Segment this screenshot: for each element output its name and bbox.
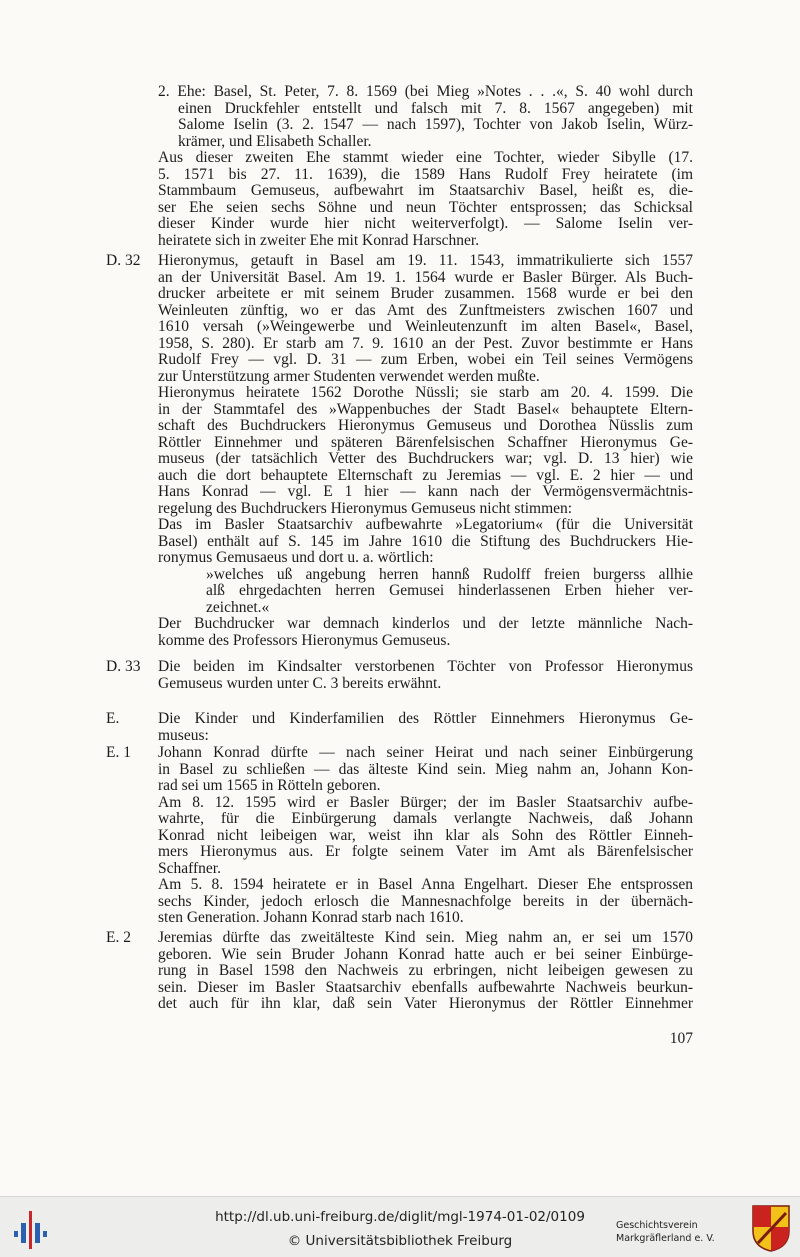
text-line: Hans Konrad — vgl. E 1 hier — kann nach der Vermögensvermächtnis- <box>158 483 693 500</box>
text-line: 1958, S. 280). Er starb am 7. 9. 1610 an der Pest. Zuvor bestimmte er Hans <box>158 334 693 352</box>
text-line: geboren. Wie sein Bruder Johann Konrad hatte auch er bei seiner Einbürge- <box>158 945 693 963</box>
text-line: an der Universität Basel. Am 19. 1. 1564 wurde er Basler Bürger. Als Buch- <box>158 268 693 286</box>
text-line: Hieronymus, getauft in Basel am 19. 11. 1543, immatrikulierte sich 1557 <box>158 252 693 269</box>
text-line: Stammbaum Gemuseus, aufbewahrt im Staatsarchiv Basel, heißt es, die- <box>158 182 693 199</box>
society-name-line1: Geschichtsverein <box>616 1220 698 1231</box>
entry-label: E. 1 <box>106 744 131 761</box>
text-line: Weinleuten zünftig, wo er das Amt des Zunftmeisters zwischen 1607 und <box>158 301 693 319</box>
text-line: zur Unterstützung armer Studenten verwendet werden mußte. <box>158 367 540 385</box>
text-line: Am 5. 8. 1594 heiratete er in Basel Anna Engelhart. Dieser Ehe entsprossen <box>158 876 693 893</box>
text-line: einen Druckfehler entstellt und falsch mit 7. 8. 1567 angegeben) mit <box>178 99 693 117</box>
society-name-line2: Markgräflerland e. V. <box>616 1233 715 1244</box>
text-line: rad sei um 1565 in Rötteln geboren. <box>158 777 381 794</box>
text-line: 1610 versah (»Weingewerbe und Weinleutenzunft im alten Basel«, Basel, <box>158 318 693 335</box>
entry-label: E. <box>106 710 120 727</box>
text-line: schaft des Buchdruckers Hieronymus Gemuseus und Dorothea Nüsslis zum <box>158 417 693 434</box>
entry-text <box>158 711 693 744</box>
entry-label: D. 32 <box>106 252 141 269</box>
entry-text <box>158 253 693 649</box>
text-line: heiratete sich in zweiter Ehe mit Konrad Harschner. <box>158 231 480 249</box>
text-line: mers Hieronymus aus. Er folgte seinem Vater im Amt als Bärenfelsischer <box>158 843 693 860</box>
text-line: Rudolf Frey — vgl. D. 31 — zum Erben, wobei ein Teil seines Vermögens <box>158 351 693 368</box>
footer-url-link[interactable]: http://dl.ub.uni-freiburg.de/diglit/mgl-1974-01-02/0109 <box>215 1209 585 1225</box>
text-line: krämer, und Elisabeth Schaller. <box>178 132 372 150</box>
text-line: sten Generation. Johann Konrad starb nach 1610. <box>158 909 464 926</box>
text-line: Gemuseus wurden unter C. 3 bereits erwähnt. <box>158 674 442 692</box>
page-number: 107 <box>669 1030 693 1047</box>
viewer-footer <box>0 1196 800 1257</box>
text-line: Johann Konrad dürfte — nach seiner Heirat und nach seiner Einbürgerung <box>158 744 693 761</box>
text-line: ronymus Gemusaeus und dort u. a. wörtlich: <box>158 549 434 566</box>
text-line: »welches uß angebung herren hannß Rudolff freien burgerss allhie <box>206 565 693 583</box>
text-line: sein. Dieser im Basler Staatsarchiv ebenfalls aufbewahrte Nachweis beurkun- <box>158 978 693 996</box>
text-line: Basel) enthält auf S. 145 im Jahre 1610 die Stiftung des Buchdruckers Hie- <box>158 532 693 550</box>
text-line: Konrad nicht leibeigen war, weist ihn klar als Sohn des Röttler Einneh- <box>158 826 693 844</box>
text-line: dieser Kinder wurde hier nicht weiterverfolgt). — Salome Iselin ver- <box>158 215 693 232</box>
text-line: Die beiden im Kindsalter verstorbenen Töchter von Professor Hieronymus <box>158 658 693 675</box>
text-line: rung in Basel 1598 den Nachweis zu erbringen, nicht leibeigen gewesen zu <box>158 962 693 979</box>
text-line: Die Kinder und Kinderfamilien des Röttler Einnehmers Hieronymus Ge- <box>158 710 693 727</box>
text-line: alß ehrgedachten herren Gemusei hinderlassenen Erben hieher ver- <box>206 582 693 599</box>
text-line: Hieronymus heiratete 1562 Dorothe Nüssli; sie starb am 20. 4. 1599. Die <box>158 384 693 401</box>
text-line: zeichnet.« <box>206 598 270 616</box>
entry-text <box>158 930 693 1013</box>
text-line: in der Stammtafel des »Wappenbuches der Stadt Basel« behauptete Eltern- <box>158 400 693 418</box>
text-line: Röttler Einnehmer und späteren Bärenfelsischen Schaffner Hieronymus Ge- <box>158 433 693 451</box>
entry-label: E. 2 <box>106 929 131 946</box>
text-line: drucker arbeitete er mit seinem Bruder zusammen. 1568 wurde er bei den <box>158 285 693 302</box>
text-line: Der Buchdrucker war demnach kinderlos und der letzte männliche Nach- <box>158 615 693 632</box>
society-name <box>616 1219 756 1245</box>
text-line: in Basel zu schließen — das älteste Kind sein. Mieg nahm an, Johann Kon- <box>158 760 693 778</box>
text-line: sechs Kinder, jedoch erlosch die Mannesnachfolge bereits in der übernäch- <box>158 892 693 910</box>
text-line: 2. Ehe: Basel, St. Peter, 7. 8. 1569 (bei Mieg »Notes . . .«, S. 40 wohl durch <box>158 83 693 100</box>
text-line: Jeremias dürfte das zweitälteste Kind sein. Mieg nahm an, er sei um 1570 <box>158 929 693 946</box>
text-line: Am 8. 12. 1595 wird er Basler Bürger; der im Basler Staatsarchiv aufbe- <box>158 793 693 811</box>
text-line: Schaffner. <box>158 859 221 877</box>
text-line: Aus dieser zweiten Ehe stammt wieder eine Tochter, wieder Sibylle (17. <box>158 149 693 166</box>
entry-text <box>158 659 693 692</box>
text-line: det auch für ihn klar, daß sein Vater Hieronymus der Röttler Einnehmer <box>158 995 693 1012</box>
text-line: 5. 1571 bis 27. 11. 1639), die 1589 Hans Rudolf Frey heiratete (im <box>158 165 693 183</box>
entry-text <box>158 745 693 927</box>
footer-copyright: © Universitätsbibliothek Freiburg <box>287 1233 513 1249</box>
text-line: ser Ehe seien sechs Söhne und neun Töchter entsprossen; das Schicksal <box>158 198 693 216</box>
text-line: auch die dort behauptete Elternschaft zu Jeremias — vgl. E. 2 hier — und <box>158 466 693 484</box>
text-line: Das im Basler Staatsarchiv aufbewahrte »Legatorium« (für die Universität <box>158 516 693 533</box>
text-line: komme des Professors Hieronymus Gemuseus. <box>158 631 451 649</box>
library-logo-icon[interactable] <box>10 1209 50 1251</box>
entry-label: D. 33 <box>106 658 141 675</box>
text-line: museus (der tatsächlich Vetter des Buchdruckers war; vgl. D. 13 hier) wie <box>158 450 693 467</box>
text-line: regelung des Buchdruckers Hieronymus Gemuseus nicht stimmen: <box>158 499 573 517</box>
text-line: museus: <box>158 726 209 744</box>
text-line: wahrte, für die Einbürgerung damals verlangte Nachweis, daß Johann <box>158 810 693 827</box>
entry-text <box>158 84 693 249</box>
text-line: Salome Iselin (3. 2. 1547 — nach 1597), Tochter von Jakob Iselin, Würz- <box>178 116 693 133</box>
coat-of-arms-icon[interactable] <box>750 1203 792 1253</box>
